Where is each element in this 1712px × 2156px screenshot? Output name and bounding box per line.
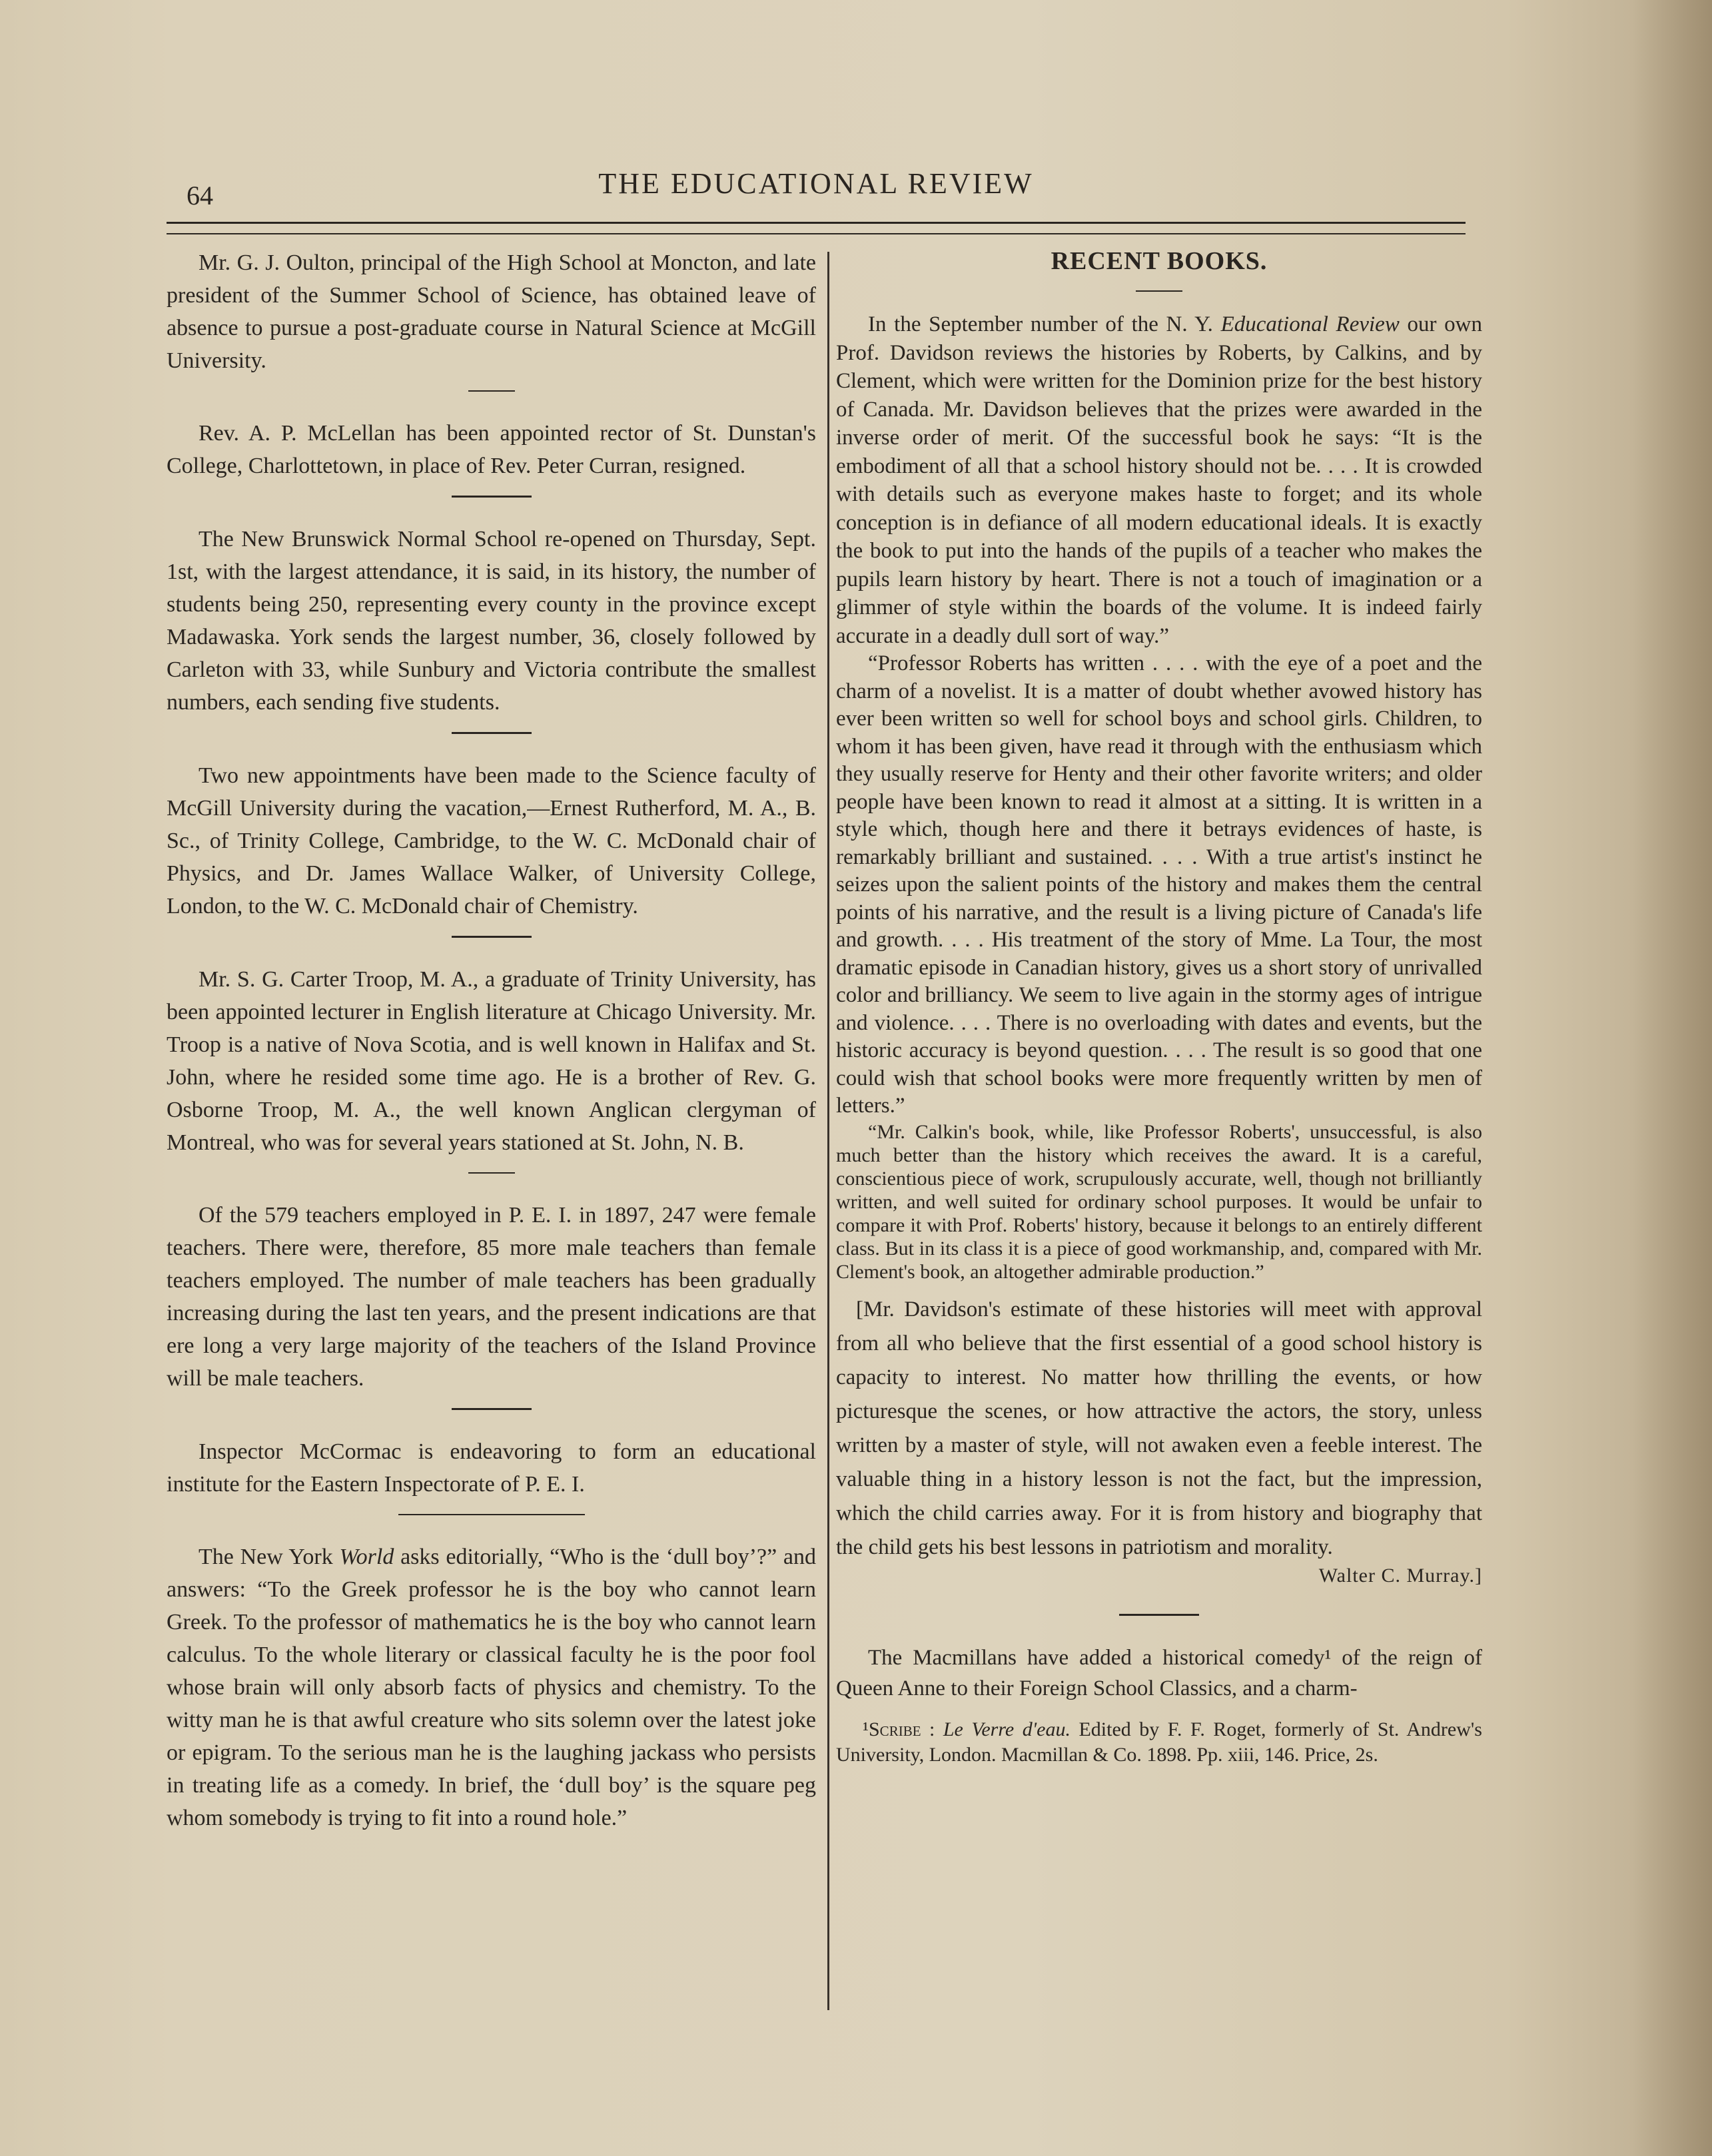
italic-title: Educational Review bbox=[1220, 312, 1400, 336]
separator bbox=[452, 732, 532, 734]
news-item-mcgill: Two new appointments have been made to the Science faculty of McGill University during the vacation,—Ernest Rutherford, M. A., B. Sc., of Trinity College, Cambridge, to the W. C. McDonald chair of Physics, and Dr. James Wallace Walker, of University College, London, to the W. C. McDonald chair of Chemistry. bbox=[167, 763, 816, 918]
news-item-mccormac: Inspector McCormac is endeavoring to form an educational institute for the Eastern Inspectorate of P. E. I. bbox=[167, 1439, 816, 1497]
review-roberts: “Professor Roberts has written . . . . with the eye of a poet and the charm of a novelist. It is a matter of doubt whether avowed history has ever been written so well for school boys and school girls. Children, to whom it has been given, have read it through with the enthusiasm which they usually reserve for Henty and their other favorite writers; and older people have been known to read it almost at a sitting. It is written in a style which, though here and there it betrays evidences of haste, is remarkably brilliant and sustained. . . . With a true artist's instinct he seizes upon the salient points of the history and makes them the central points of his narrative, and the result is a living picture of Canada's life and growth. . . . His treatment of the story of Mme. La Tour, the most dramatic episode in Canadian history, gives us a short story of unrivalled color and brilliancy. We seem to live again in the stormy ages of intrigue and violence. . . . There is no overloading with dates and events, but the historic accuracy is beyond question. . . . The result is so good that one could wish that school books were more frequently written by men of letters.” bbox=[836, 651, 1482, 1118]
separator bbox=[1119, 1614, 1199, 1616]
news-item-dull-boy bbox=[167, 1541, 816, 1834]
separator bbox=[452, 1408, 532, 1410]
news-item-pei-teachers: Of the 579 teachers employed in P. E. I. in 1897, 247 were female teachers. There were, therefore, 85 more male teachers than female teachers employed. The number of male teachers has been gradually increasing during the last ten years, and the present indications are that ere long a very large majority of the teachers of the Island Province will be male teachers. bbox=[167, 1203, 816, 1391]
page-number: 64 bbox=[187, 180, 213, 210]
right-column bbox=[836, 246, 1482, 1788]
italic-title: Le Verre d'eau. bbox=[943, 1718, 1070, 1740]
left-column bbox=[167, 246, 816, 1834]
news-item-normal-school: The New Brunswick Normal School re-opened on Thursday, Sept. 1st, with the largest attendance, it is said, in its history, the number of students being 250, representing every county in the province except Madawaska. York sends the largest number, 36, closely followed by Carleton with 33, while Sunbury and Victoria contribute the smallest numbers, each sending five students. bbox=[167, 527, 816, 715]
page-header bbox=[167, 167, 1466, 213]
review-calkin: “Mr. Calkin's book, while, like Professor Roberts', unsuccessful, is also much better than the history which receives the award. It is a careful, conscientious piece of work, scrupulously accurate, well, though not brilliantly written, and well suited for ordinary school purposes. It would be unfair to compare it with Prof. Roberts' history, because it belongs to an entirely different class. But in its class it is a piece of good workmanship, and, compared with Mr. Clement's book, an altogether admirable production.” bbox=[836, 1120, 1482, 1283]
footnote-marker: ¹ bbox=[863, 1718, 869, 1740]
separator bbox=[468, 390, 515, 392]
text: : bbox=[921, 1718, 943, 1740]
news-item-troop: Mr. S. G. Carter Troop, M. A., a graduate of Trinity University, has been appointed lecturer in English literature at Chicago University. Mr. Troop is a native of Nova Scotia, and is well known in Halifax and St. John, where he resided some time ago. He is a brother of Rev. G. Osborne Troop, M. A., the well known Anglican clergyman of Montreal, who was for several years stationed at St. John, N. B. bbox=[167, 967, 816, 1155]
text: The New York bbox=[199, 1545, 340, 1569]
separator bbox=[452, 496, 532, 498]
review-murray: [Mr. Davidson's estimate of these histories will meet with approval from all who believe that the first essential of a good school history is capacity to interest. No matter how thrilling the events, or how picturesque the scenes, or how attractive the actors, the story, unless written by a master of style, will not awaken even a feeble interest. The valuable thing in a history lesson is not the fact, but the impression, which the child carries away. For it is from history and biography that the child gets his best lessons in patriotism and morality. bbox=[836, 1297, 1482, 1559]
italic-title: World bbox=[339, 1545, 394, 1569]
separator bbox=[452, 936, 532, 938]
separator bbox=[1136, 290, 1182, 292]
header-rule bbox=[167, 222, 1466, 234]
column-divider bbox=[827, 252, 829, 2010]
text: In the September number of the N. Y. bbox=[868, 312, 1221, 336]
review-intro bbox=[836, 310, 1482, 650]
text: Edited by F. F. Roget, formerly of St. Andrew's University, London. Macmillan & Co. 1898. Pp. xiii, 146. Price, 2s. bbox=[836, 1718, 1482, 1766]
separator bbox=[398, 1514, 585, 1515]
binding-shadow bbox=[1632, 0, 1712, 2156]
journal-title: THE EDUCATIONAL REVIEW bbox=[598, 167, 1034, 200]
footnote bbox=[836, 1717, 1482, 1768]
news-item-oulton: Mr. G. J. Oulton, principal of the High School at Moncton, and late president of the Summer School of Science, has obtained leave of absence to pursue a post-graduate course in Natural Science at McGill University. bbox=[167, 250, 816, 373]
review-macmillan: The Macmillans have added a historical comedy¹ of the reign of Queen Anne to their Foreign School Classics, and a charm- bbox=[836, 1645, 1482, 1700]
news-item-mclellan: Rev. A. P. McLellan has been appointed rector of St. Dunstan's College, Charlottetown, in place of Rev. Peter Curran, resigned. bbox=[167, 421, 816, 478]
text: asks editorially, “Who is the ‘dull boy’?” and answers: “To the Greek professor he is the boy who cannot learn Greek. To the professor of mathematics he is the boy who cannot learn calculus. To the whole literary or classical faculty he is the poor fool whose brain will only absorb facts of physics and chemistry. To the witty man he is that awful creature who sits solemn over the latest joke or epigram. To the serious man he is the laughing jackass who persists in treating life as a comedy. In brief, the ‘dull boy’ is the square peg whom somebody is trying to fit into a round hole.” bbox=[167, 1545, 816, 1830]
footnote-label: Scribe bbox=[869, 1718, 921, 1740]
separator bbox=[468, 1172, 515, 1174]
text: our own Prof. Davidson reviews the histories by Roberts, by Calkins, and by Clement, which were written for the Dominion prize for the best history of Canada. Mr. Davidson believes that the prizes were awarded in the inverse order of merit. Of the successful book he says: “It is the embodiment of all that a school history should not be. . . . It is crowded with details such as everyone makes haste to forget; and its whole conception is in defiance of all modern educational ideals. It is exactly the book to put into the hands of the pupils of a teacher who makes the pupils learn history by heart. There is not a touch of imagination or a glimmer of style within the boards of the volume. It is indeed fairly accurate in a deadly dull sort of way.” bbox=[836, 312, 1483, 648]
signature: Walter C. Murray.] bbox=[1318, 1564, 1482, 1587]
section-title: RECENT BOOKS. bbox=[1051, 247, 1268, 275]
